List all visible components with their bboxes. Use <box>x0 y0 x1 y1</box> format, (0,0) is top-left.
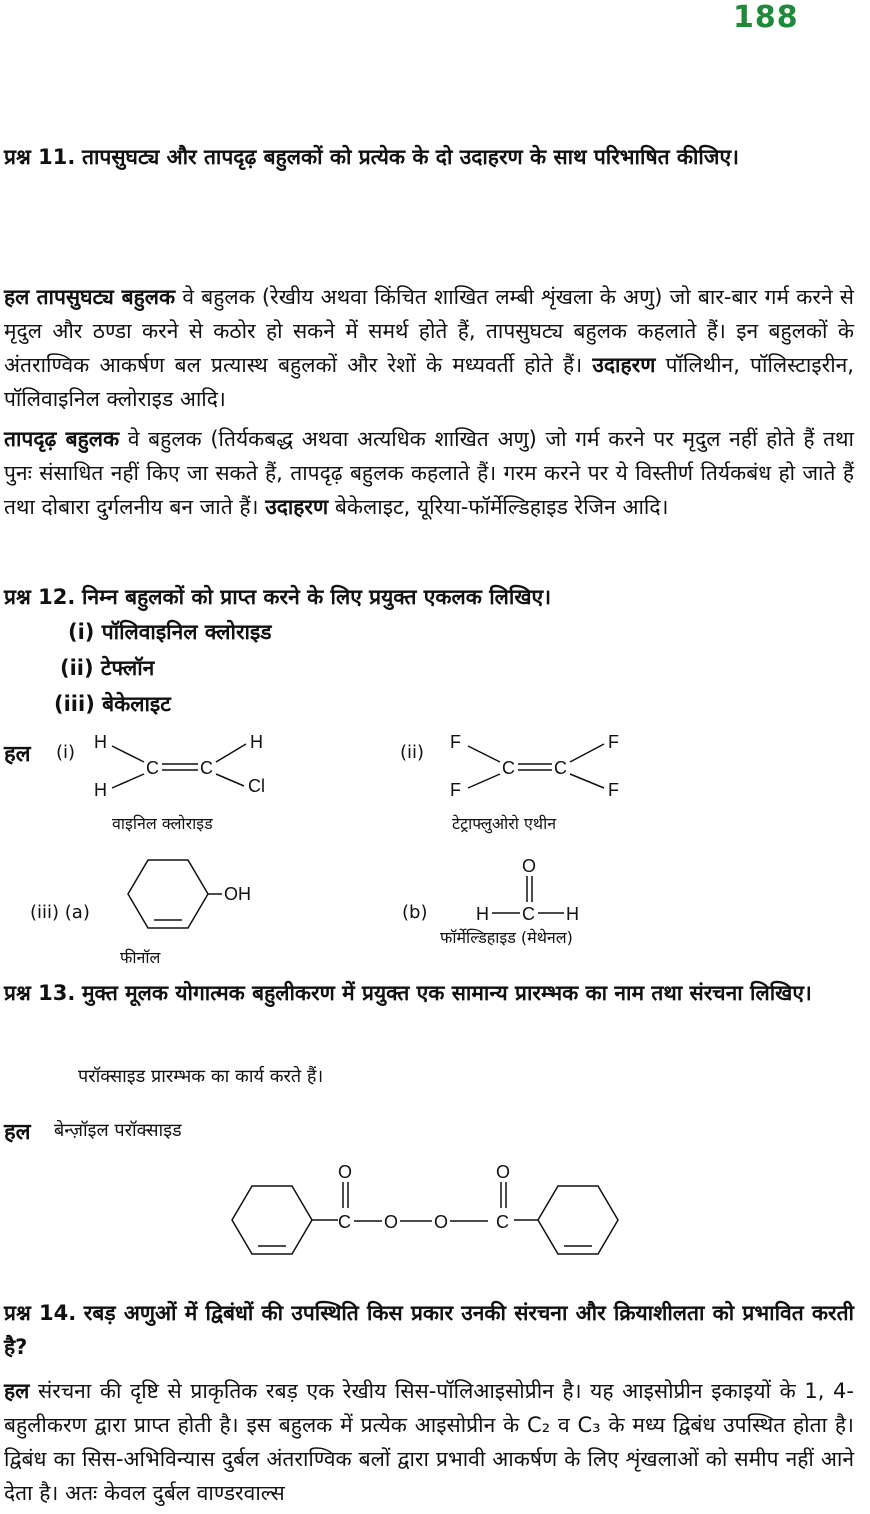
answer-11-part2 <box>4 422 854 524</box>
caption-formaldehyde: फॉर्मेल्डिहाइड (मेथेनल) <box>440 928 573 947</box>
atom-o: O <box>384 1212 399 1232</box>
answer-14-text: संरचना की दृष्टि से प्राकृतिक रबड़ एक रेखीय सिस-पॉलिआइसोप्रीन है। यह आइसोप्रीन इकाइयों के 1, 4-बहुलीकरण द्वारा प्राप्त होती है। इस बहुलक में प्रत्येक आइसोप्रीन के C₂ व C₃ के मध्य द्विबंध उपस्थित होता है। द्विबंध का सिस-अभिविन्यास दुर्बल अंतराण्विक बलों द्वारा प्रभावी आकर्षण के लिए शृंखलाओं को समीप नहीं आने देता है। अतः केवल दुर्बल वाण्डरवाल्स <box>4 1379 854 1505</box>
bond <box>216 744 246 762</box>
label-ii: (ii) <box>400 742 425 763</box>
example-label: उदाहरण <box>592 353 656 377</box>
caption-vinyl-chloride: वाइनिल क्लोराइड <box>112 814 213 833</box>
bond <box>570 744 604 762</box>
label-i: (i) <box>56 742 76 763</box>
atom-c: C <box>146 758 159 778</box>
phenol-structure <box>100 852 270 952</box>
question-13-label: प्रश्न 13. <box>4 981 76 1005</box>
example-label: उदाहरण <box>265 495 329 519</box>
atom-c: C <box>554 758 567 778</box>
atom-c: C <box>496 1212 509 1232</box>
atom-o: O <box>496 1162 511 1182</box>
q12-item-3: (iii) बेकेलाइट <box>54 692 171 716</box>
caption-phenol: फीनॉल <box>120 948 161 967</box>
thermosetting-term: तापदृढ़ बहुलक <box>4 427 120 451</box>
hal-label: हल <box>4 1379 30 1403</box>
q12-item-1: (i) पॉलिवाइनिल क्लोराइड <box>68 620 272 644</box>
atom-cl: Cl <box>248 776 265 796</box>
formaldehyde-structure <box>470 850 620 930</box>
question-13 <box>4 976 854 1010</box>
atom-c: C <box>522 904 535 924</box>
atom-o: O <box>338 1162 353 1182</box>
atom-h: H <box>566 904 579 924</box>
benzene-ring-right <box>538 1186 618 1254</box>
thermosetting-examples: बेकेलाइट, यूरिया-फॉर्मेल्डिहाइड रेजिन आदि। <box>334 495 669 519</box>
bond <box>468 774 500 788</box>
atom-c: C <box>502 758 515 778</box>
hal-label: हल <box>4 1120 31 1145</box>
q12-item-2: (ii) टेफ्लॉन <box>60 656 155 680</box>
question-14-text: रबड़ अणुओं में द्विबंधों की उपस्थिति किस प्रकार उनकी संरचना और क्रियाशीलता को प्रभावित करती है? <box>4 1301 854 1359</box>
vinyl-chloride-structure <box>80 724 300 804</box>
bond <box>570 774 604 788</box>
question-11-label: प्रश्न 11. <box>4 145 76 169</box>
caption-tetrafluoroethene: टेट्राफ्लुओरो एथीन <box>452 814 557 833</box>
atom-h: H <box>250 732 263 752</box>
atom-h: H <box>476 904 489 924</box>
answer-13-text: बेन्ज़ॉइल परॉक्साइड <box>54 1120 182 1141</box>
label-b: (b) <box>402 902 428 923</box>
atom-o: O <box>434 1212 449 1232</box>
hal-label: हल <box>4 285 30 309</box>
question-14-label: प्रश्न 14. <box>4 1301 77 1325</box>
question-13-note: परॉक्साइड प्रारम्भक का कार्य करते हैं। <box>78 1066 324 1087</box>
bond <box>112 746 144 762</box>
hydroxyl-group: OH <box>224 884 251 904</box>
atom-h: H <box>94 780 107 800</box>
thermoplastic-examples: पॉलिथीन, पॉलिस्टाइरीन, पॉलिवाइनिल क्लोराइड आदि। <box>4 353 854 411</box>
tetrafluoroethene-structure <box>440 724 660 804</box>
thermoplastic-definition: वे बहुलक (रेखीय अथवा किंचित शाखित लम्बी शृंखला के अणु) जो बार-बार गर्म करने से मृदुल और ठण्डा करने से कठोर हो सकने में समर्थ होते हैं, तापसुघट्य बहुलक कहलाते हैं। इन बहुलकों के अंतराण्विक आकर्षण बल प्रत्यास्थ बहुलकों और रेशों के मध्यवर्ती होते हैं। <box>4 285 854 377</box>
question-12-label: प्रश्न 12. <box>4 585 76 609</box>
atom-o: O <box>522 856 537 876</box>
benzene-ring <box>128 860 208 928</box>
bond <box>112 774 144 788</box>
atom-c: C <box>338 1212 351 1232</box>
atom-h: H <box>94 732 107 752</box>
atom-f: F <box>608 780 619 800</box>
atom-f: F <box>608 732 619 752</box>
bond <box>216 774 244 786</box>
question-12 <box>4 580 854 614</box>
benzoyl-peroxide-structure <box>220 1158 640 1268</box>
benzene-ring-left <box>232 1186 312 1254</box>
question-14 <box>4 1296 854 1364</box>
thermoplastic-term: तापसुघट्य बहुलक <box>36 285 176 309</box>
question-13-text: मुक्त मूलक योगात्मक बहुलीकरण में प्रयुक्त एक सामान्य प्रारम्भक का नाम तथा संरचना लिखिए। <box>82 981 812 1005</box>
thermosetting-definition: वे बहुलक (तिर्यकबद्ध अथवा अत्यधिक शाखित अणु) जो गर्म करने पर मृदुल नहीं होते हैं तथा पुनः संसाधित नहीं किए जा सकते हैं, तापदृढ़ बहुलक कहलाते हैं। गरम करने पर ये विस्तीर्ण तिर्यकबंध हो जाते हैं तथा दोबारा दुर्गलनीय बन जाते हैं। <box>4 427 854 519</box>
hal-label: हल <box>4 742 31 767</box>
question-12-text: निम्न बहुलकों को प्राप्त करने के लिए प्रयुक्त एकलक लिखिए। <box>82 585 552 609</box>
label-iii-a: (iii) (a) <box>30 902 90 923</box>
atom-c: C <box>200 758 213 778</box>
atom-f: F <box>450 780 461 800</box>
atom-f: F <box>450 732 461 752</box>
question-11 <box>4 140 854 174</box>
page-number: 188 <box>733 0 799 35</box>
answer-11-part1 <box>4 280 854 416</box>
bond <box>468 746 500 762</box>
question-11-text: तापसुघट्य और तापदृढ़ बहुलकों को प्रत्येक के दो उदाहरण के साथ परिभाषित कीजिए। <box>82 145 740 169</box>
answer-14 <box>4 1374 854 1510</box>
